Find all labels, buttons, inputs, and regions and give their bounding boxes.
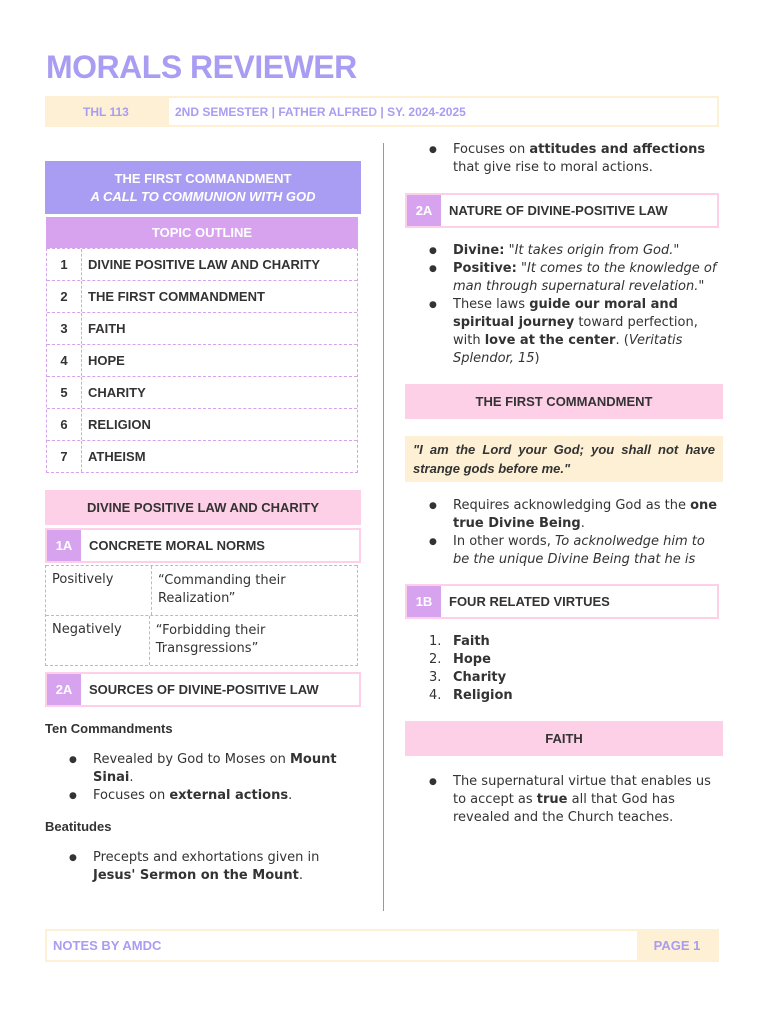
text: In other words, bbox=[453, 534, 555, 549]
text: . bbox=[129, 770, 134, 785]
course-info-bar bbox=[45, 96, 719, 127]
text: . bbox=[288, 788, 293, 803]
outline-label: HOPE bbox=[88, 353, 125, 368]
text: that give rise to moral actions. bbox=[453, 160, 653, 175]
section-heading-faith: FAITH bbox=[405, 721, 723, 756]
outline-number: 4 bbox=[47, 345, 82, 376]
list-item bbox=[45, 787, 361, 805]
subsection-concrete-norms bbox=[45, 528, 361, 563]
page-number: PAGE 1 bbox=[637, 931, 717, 960]
list-item bbox=[405, 633, 723, 651]
text: all that God has revealed and the Church teaches. bbox=[453, 792, 675, 825]
chapter-subtitle: A CALL TO COMMUNION WITH GOD bbox=[90, 188, 316, 204]
emphasis: guide our moral and spiritual journey bbox=[453, 297, 678, 330]
outline-label: ATHEISM bbox=[88, 449, 146, 464]
section-tag: 1A bbox=[47, 530, 81, 561]
outline-number: 6 bbox=[47, 409, 82, 440]
list-item bbox=[405, 687, 723, 705]
emphasis: Positive: bbox=[453, 261, 517, 276]
outline-label: THE FIRST COMMANDMENT bbox=[88, 289, 265, 304]
emphasis: love at the center bbox=[484, 333, 616, 348]
ten-commandments-heading: Ten Commandments bbox=[45, 721, 173, 736]
outline-label: FAITH bbox=[88, 321, 126, 336]
right-column bbox=[405, 141, 723, 827]
text: These laws bbox=[453, 297, 530, 312]
text: ) bbox=[534, 351, 540, 366]
list-item bbox=[405, 141, 723, 177]
outline-row bbox=[47, 376, 357, 408]
list-item bbox=[405, 669, 723, 687]
item-number: 3. bbox=[429, 670, 442, 685]
column-divider bbox=[383, 143, 384, 911]
emphasis: Mount Sinai bbox=[93, 752, 337, 785]
nature-list bbox=[405, 242, 723, 368]
list-item bbox=[45, 849, 361, 885]
text: "It comes to the knowledge of man through supernatural revelation." bbox=[453, 261, 717, 294]
topic-outline-table bbox=[46, 248, 358, 473]
list-item bbox=[45, 751, 361, 787]
outline-number: 2 bbox=[47, 281, 82, 312]
text: . bbox=[298, 868, 303, 883]
list-item bbox=[405, 773, 723, 827]
list-item bbox=[405, 651, 723, 669]
topic-outline-heading: TOPIC OUTLINE bbox=[46, 217, 358, 248]
norm-value: “Commanding their Realization” bbox=[157, 573, 286, 606]
outline-row bbox=[47, 344, 357, 376]
norms-table bbox=[45, 565, 358, 666]
emphasis: Divine: bbox=[453, 243, 505, 258]
virtue-name: Hope bbox=[453, 652, 491, 667]
list-item bbox=[405, 260, 723, 296]
outline-row bbox=[47, 408, 357, 440]
virtues-list bbox=[405, 633, 723, 705]
left-column bbox=[45, 161, 361, 885]
list-item bbox=[405, 242, 723, 260]
text: Precepts and exhortations given in bbox=[93, 850, 320, 865]
list-item bbox=[405, 533, 723, 569]
emphasis: one true Divine Being bbox=[453, 498, 718, 531]
outline-label: CHARITY bbox=[88, 385, 146, 400]
outline-number: 3 bbox=[47, 313, 82, 344]
citation: Veritatis Splendor, 15 bbox=[453, 333, 683, 366]
item-number: 4. bbox=[429, 688, 442, 703]
outline-number: 7 bbox=[47, 441, 82, 472]
table-row bbox=[46, 615, 357, 665]
emphasis: true bbox=[536, 792, 568, 807]
virtue-name: Charity bbox=[453, 670, 507, 685]
table-row bbox=[46, 565, 357, 615]
section-label: CONCRETE MORAL NORMS bbox=[89, 538, 265, 553]
outline-row bbox=[47, 248, 357, 280]
section-label: FOUR RELATED VIRTUES bbox=[449, 594, 610, 609]
text: . ( bbox=[615, 333, 629, 348]
section-heading-first-commandment: THE FIRST COMMANDMENT bbox=[405, 384, 723, 419]
outline-row bbox=[47, 280, 357, 312]
beatitudes-heading: Beatitudes bbox=[45, 819, 112, 834]
virtue-name: Religion bbox=[453, 688, 513, 703]
norm-value: “Forbidding their Transgressions” bbox=[155, 623, 266, 656]
list-item bbox=[405, 296, 723, 368]
beatitudes-list-continued bbox=[405, 141, 723, 177]
section-label: SOURCES OF DIVINE-POSITIVE LAW bbox=[89, 682, 319, 697]
text: The supernatural virtue that enables us to accept as bbox=[453, 774, 711, 807]
first-commandment-list bbox=[405, 497, 723, 569]
item-number: 1. bbox=[429, 634, 442, 649]
text: Requires acknowledging God as the bbox=[453, 498, 691, 513]
semester-info: 2ND SEMESTER | FATHER ALFRED | SY. 2024-2025 bbox=[175, 104, 466, 119]
emphasis: Jesus' Sermon on the Mount bbox=[93, 868, 299, 883]
text: Focuses on bbox=[93, 788, 170, 803]
virtue-name: Faith bbox=[453, 634, 490, 649]
norm-key: Negatively bbox=[46, 616, 150, 665]
outline-label: RELIGION bbox=[88, 417, 151, 432]
emphasis: external actions bbox=[169, 788, 289, 803]
chapter-banner bbox=[45, 161, 361, 214]
text: To acknolwedge him to be the unique Divine Being that he is bbox=[453, 534, 705, 567]
chapter-title: THE FIRST COMMANDMENT bbox=[114, 170, 292, 186]
page-footer bbox=[45, 929, 719, 962]
beatitudes-list bbox=[45, 849, 361, 885]
list-item bbox=[405, 497, 723, 533]
emphasis: attitudes and affections bbox=[529, 142, 706, 157]
page-title: MORALS REVIEWER bbox=[46, 49, 357, 85]
outline-row bbox=[47, 312, 357, 344]
text: . bbox=[580, 516, 585, 531]
ten-commandments-list bbox=[45, 751, 361, 805]
item-number: 2. bbox=[429, 652, 442, 667]
text: toward perfection, with bbox=[453, 315, 698, 348]
outline-label: DIVINE POSITIVE LAW AND CHARITY bbox=[88, 257, 321, 272]
text: "It takes origin from God." bbox=[504, 243, 680, 258]
text: Focuses on bbox=[453, 142, 530, 157]
section-tag: 1B bbox=[407, 586, 441, 617]
outline-number: 5 bbox=[47, 377, 82, 408]
text: Revealed by God to Moses on bbox=[93, 752, 290, 767]
section-heading-divine-law: DIVINE POSITIVE LAW AND CHARITY bbox=[45, 490, 361, 525]
section-label: NATURE OF DIVINE-POSITIVE LAW bbox=[449, 203, 668, 218]
section-tag: 2A bbox=[407, 195, 441, 226]
footer-notes: NOTES BY AMDC bbox=[53, 938, 162, 953]
faith-list bbox=[405, 773, 723, 827]
subsection-virtues bbox=[405, 584, 719, 619]
norm-key: Positively bbox=[46, 566, 152, 615]
outline-row bbox=[47, 440, 357, 472]
course-code: THL 113 bbox=[47, 98, 169, 125]
outline-number: 1 bbox=[47, 249, 82, 280]
subsection-sources bbox=[45, 672, 361, 707]
commandment-quote: "I am the Lord your God; you shall not have strange gods before me." bbox=[405, 436, 723, 482]
subsection-nature bbox=[405, 193, 719, 228]
section-tag: 2A bbox=[47, 674, 81, 705]
